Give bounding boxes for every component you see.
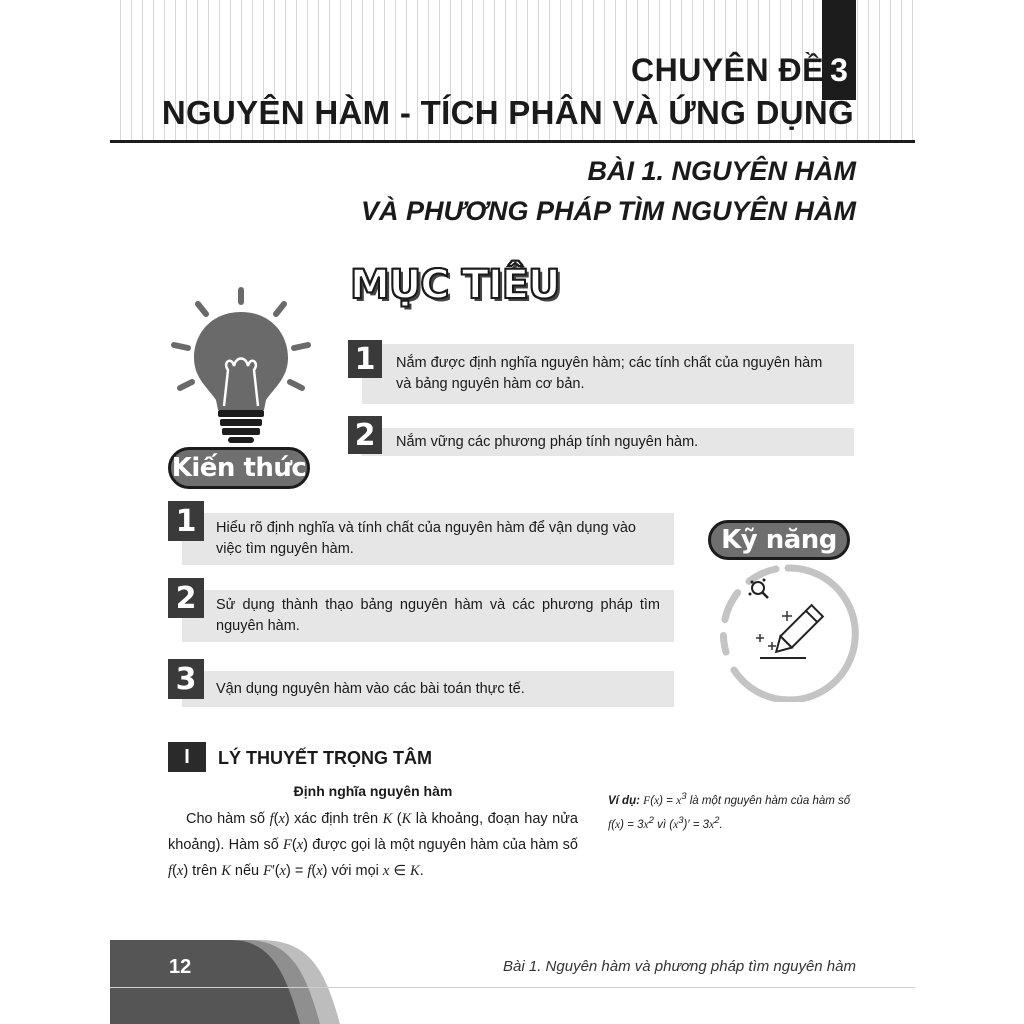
objectives-heading: MỤC TIÊU (350, 262, 560, 308)
skill-item-1-number: 1 (168, 501, 204, 541)
footer-wave-decoration (110, 940, 350, 1024)
chapter-title: NGUYÊN HÀM - TÍCH PHÂN VÀ ỨNG DỤNG (161, 94, 854, 131)
lesson-title-line2: VÀ PHƯƠNG PHÁP TÌM NGUYÊN HÀM (361, 196, 856, 226)
chapter-label: CHUYÊN ĐỀ (631, 52, 824, 88)
knowledge-item-2-number: 2 (348, 416, 382, 454)
chapter-number: 3 (830, 52, 848, 88)
page-number: 12 (169, 956, 192, 978)
light-bulb-icon (166, 282, 316, 452)
knowledge-item-1-text: Nắm được định nghĩa nguyên hàm; các tính chất của nguyên hàm và bảng nguyên hàm cơ bản. (362, 344, 854, 404)
example-note: Ví dụ: $F(x) = x^3$ là một nguyên hàm của hàm số $f(x) = 3x^2$ vì $(x^3)' = 3x^2$. (608, 791, 851, 831)
skill-item-2-text: Sử dụng thành thạo bảng nguyên hàm và các phương pháp tìm nguyên hàm. (182, 590, 674, 642)
footer-rule (110, 987, 915, 988)
header-rule (110, 140, 915, 143)
knowledge-item-2-text: Nắm vững các phương pháp tính nguyên hàm. (362, 428, 854, 456)
skill-item-2-number: 2 (168, 578, 204, 618)
knowledge-item-1-number: 1 (348, 340, 382, 378)
running-title: Bài 1. Nguyên hàm và phương pháp tìm nguyên hàm (503, 958, 856, 975)
definition-title: Định nghĩa nguyên hàm (293, 783, 453, 799)
section-number: I (168, 742, 206, 772)
pencil-skills-icon (716, 562, 860, 702)
lesson-title-line1: BÀI 1. NGUYÊN HÀM (587, 156, 856, 186)
skill-item-3-text: Vận dụng nguyên hàm vào các bài toán thực tế. (182, 671, 674, 707)
skill-item-3-number: 3 (168, 659, 204, 699)
skills-label: Kỹ năng (708, 520, 850, 560)
skill-item-1-text: Hiểu rõ định nghĩa và tính chất của nguyên hàm để vận dụng vào việc tìm nguyên hàm. (182, 513, 674, 565)
knowledge-label: Kiến thức (168, 447, 310, 489)
definition-body: Cho hàm số f(x) xác định trên K (K là khoảng, đoạn hay nửa khoảng). Hàm số F(x) được gọi là một nguyên hàm của hàm số f(x) trên K nếu F′(x) = f(x) với mọi x ∈ K. (168, 811, 578, 879)
section-title: LÝ THUYẾT TRỌNG TÂM (218, 748, 432, 768)
